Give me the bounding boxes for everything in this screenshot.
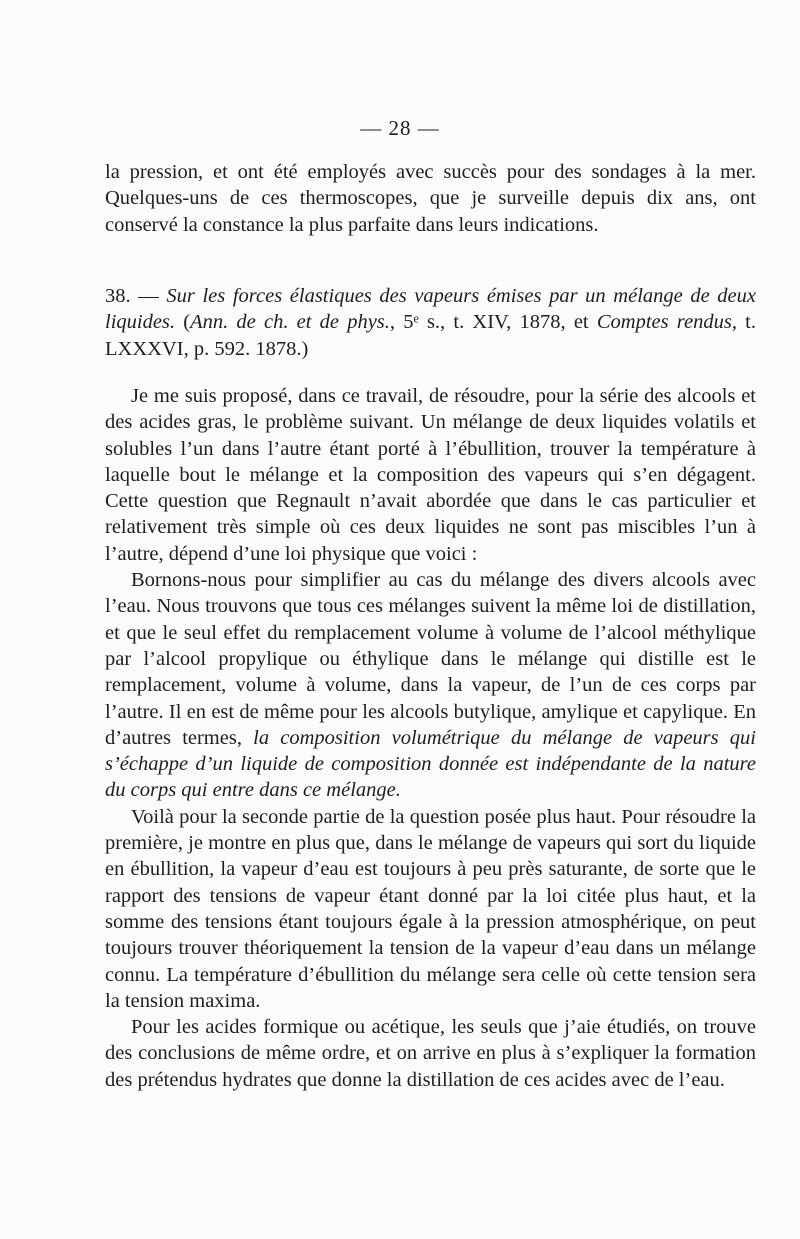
reference-journal: Ann. de ch. et de phys. bbox=[190, 311, 390, 334]
reference-comptes-rendus: Comptes rendus bbox=[596, 311, 732, 334]
paragraph-5: Pour les acides formique ou acétique, les seuls que j’aie étudiés, on trouve des conclusions de même ordre, et on arrive en plus à s’expliquer la formation des prétendus hydrates que donne la distillation de ces acides avec de l’eau. bbox=[105, 1016, 756, 1091]
paragraph-2: Je me suis proposé, dans ce travail, de résoudre, pour la série des alcools et des acides gras, le problème suivant. Un mélange de deux liquides volatils et solubles l’un dans l’autre étant porté à l’ébullition, trouver la température à laquelle bout le mélange et la composition des vapeurs qui s’en dégagent. Cette question que Regnault n’avait abordée que dans le cas particulier et relativement très simple où ces deux liquides ne sont pas miscibles l’un à l’autre, dépend d’une loi physique que voici : bbox=[105, 385, 756, 565]
page-number: — 28 — bbox=[360, 116, 440, 140]
paragraph-3 bbox=[105, 567, 756, 804]
paragraph-3-italic: la composition volumétrique du mélange de vapeurs qui s’échappe d’un liquide de composition donnée est indépendante de la nature du corps qui entre dans ce mélange. bbox=[105, 726, 756, 802]
section-heading bbox=[105, 283, 756, 362]
reference-details: , 5ᵉ s., t. XIV, 1878, et bbox=[389, 311, 597, 334]
section-number: 38. — bbox=[105, 285, 167, 307]
reference-open: ( bbox=[175, 311, 191, 334]
section-body bbox=[105, 383, 756, 1093]
paragraph-continuation bbox=[105, 159, 756, 238]
section-title: Sur les forces élastiques des vapeurs émises par un mélange de deux liquides. bbox=[105, 285, 757, 334]
paragraph-4: Voilà pour la seconde partie de la question posée plus haut. Pour résoudre la première, je montre en plus que, dans le mélange de vapeurs qui sort du liquide en ébullition, la vapeur d’eau est toujours à peu près saturante, de sorte que le rapport des tensions de vapeur étant donné par la loi citée plus haut, et la somme des tensions étant toujours égale à la pression atmosphérique, on peut toujours trouver théoriquement la tension de la vapeur d’eau dans un mélange connu. La température d’ébullition du mélange sera celle où cette tension sera la tension maxima. bbox=[105, 805, 756, 1012]
paragraph-3-text: Bornons-nous pour simplifier au cas du mélange des divers alcools avec l’eau. Nous trouvons que tous ces mélanges suivent la même loi de distillation, et que le seul effet du remplacement volume à volume de l’alcool méthylique par l’alcool propylique ou éthylique dans le mélange qui distille est le remplacement, volume à volume, dans la vapeur, de l’un de ces corps par l’autre. Il en est de même pour les alcools butylique, amylique et capylique. En d’autres termes, bbox=[105, 569, 756, 749]
paragraph-1: la pression, et ont été employés avec succès pour des sondages à la mer. Quelques-uns de ces thermoscopes, que je surveille depuis dix ans, ont conservé la constance la plus parfaite dans leurs indications. bbox=[105, 161, 756, 236]
reference-close: , t. LXXXVI, p. 592. 1878.) bbox=[105, 311, 756, 360]
